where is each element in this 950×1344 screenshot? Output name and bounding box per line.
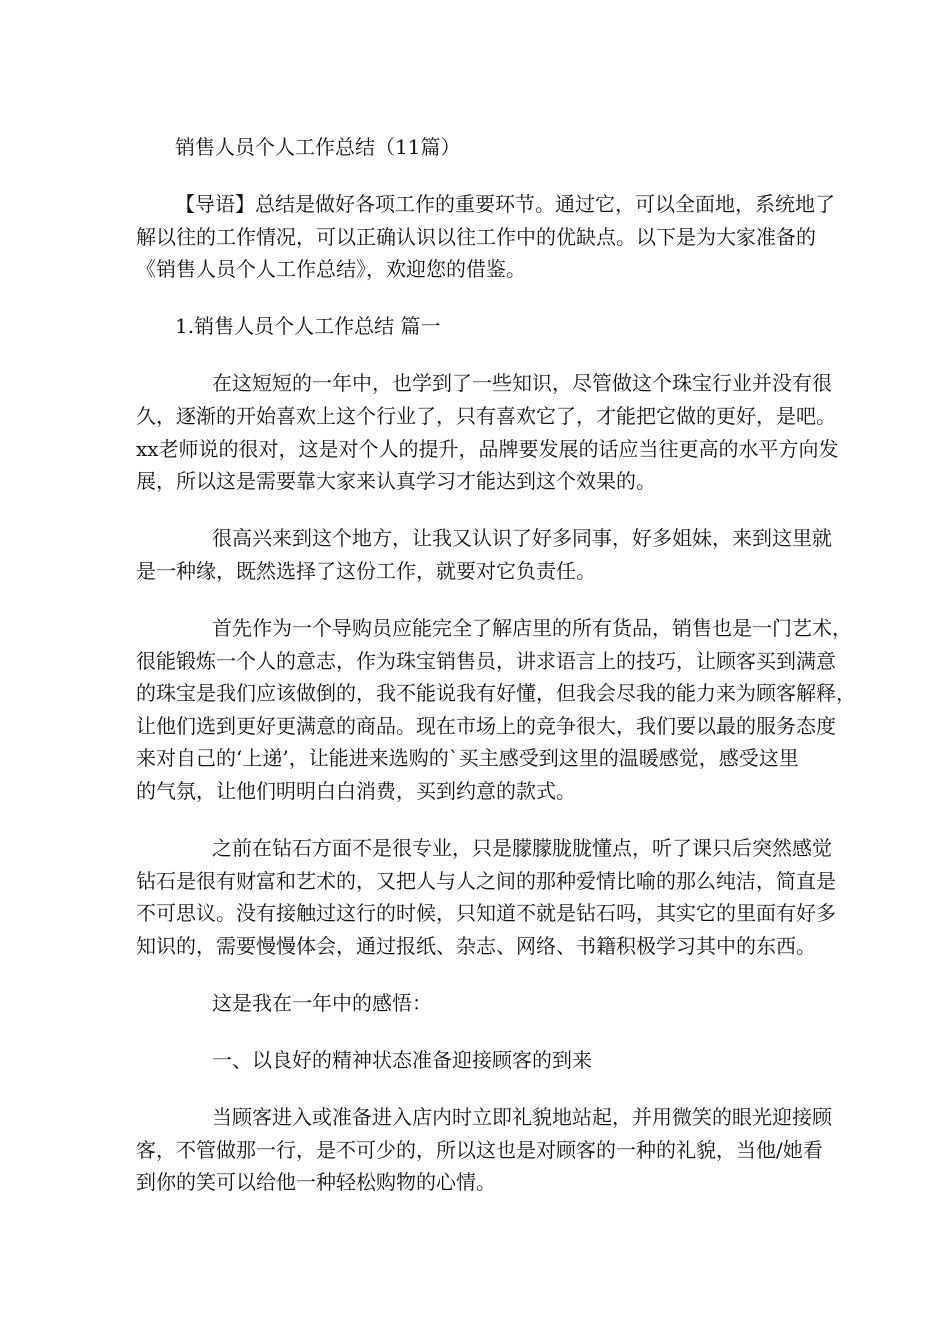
text-line: 钻石是很有财富和艺术的，又把人与人之间的那种爱情比喻的那么纯洁，简直是 (136, 868, 836, 893)
text-line: 是一种缘，既然选择了这份工作，就要对它负责任。 (136, 558, 596, 583)
paragraph (136, 832, 836, 962)
text-line: 很高兴来到这个地方，让我又认识了好多同事，好多姐妹，来到这里就 (212, 526, 832, 551)
text-line: 知识的，需要慢慢体会，通过报纸、杂志、网络、书籍积极学习其中的东西。 (136, 933, 816, 958)
text-line: 首先作为一个导购员应能完全了解店里的所有货品，销售也是一门艺术， (212, 616, 852, 641)
paragraph (136, 188, 836, 286)
paragraph (136, 1101, 836, 1199)
text-line: 展，所以这是需要靠大家来认真学习才能达到这个效果的。 (136, 469, 656, 494)
text-line: 到你的笑可以给他一种轻松购物的心情。 (136, 1170, 496, 1195)
paragraph (136, 612, 856, 808)
paragraph (136, 310, 836, 343)
text-line: 客，不管做那一行，是不可少的，所以这也是对顾客的一种的礼貌，当他/她看 (136, 1137, 823, 1162)
text-line: 这是我在一年中的感悟： (212, 990, 432, 1015)
paragraph (136, 987, 836, 1020)
document-body (136, 131, 856, 1223)
text-line: 1.销售人员个人工作总结 篇一 (175, 314, 441, 339)
document-title (136, 131, 836, 164)
text-line: xx老师说的很对，这是对个人的提升，品牌要发展的话应当往更高的水平方向发 (136, 436, 839, 461)
text-line: 之前在钻石方面不是很专业，只是朦朦胧胧懂点，听了课只后突然感觉 (212, 836, 832, 861)
paragraph (136, 522, 836, 587)
text-line: 很能锻炼一个人的意志，作为珠宝销售员，讲求语言上的技巧，让顾客买到满意 (136, 648, 836, 673)
text-line: 来对自己的‘上递’，让能进来选购的`买主感受到这里的温暖感觉，感受这里 (136, 746, 799, 771)
text-line: 的珠宝是我们应该做倒的，我不能说我有好懂，但我会尽我的能力来为顾客解释， (136, 681, 856, 706)
paragraph (136, 367, 839, 497)
text-line: 的气氛，让他们明明白白消费，买到约意的款式。 (136, 779, 576, 803)
text-line: 久，逐渐的开始喜欢上这个行业了，只有喜欢它了，才能把它做的更好，是吧。 (136, 404, 836, 429)
text-line: 在这短短的一年中，也学到了一些知识，尽管做这个珠宝行业并没有很 (212, 371, 832, 396)
text-line: 【导语】总结是做好各项工作的重要环节。通过它，可以全面地，系统地了 (175, 192, 835, 217)
text-line: 《销售人员个人工作总结》，欢迎您的借鉴。 (136, 257, 526, 282)
text-line: 当顾客进入或准备进入店内时立即礼貌地站起，并用微笑的眼光迎接顾 (212, 1105, 832, 1130)
text-line: 解以往的工作情况，可以正确认识以往工作中的优缺点。以下是为大家准备的 (136, 224, 816, 249)
text-line: 销售人员个人工作总结（11篇） (175, 135, 461, 159)
text-line: 不可思议。没有接触过这行的时候，只知道不就是钻石吗，其实它的里面有好多 (136, 901, 836, 926)
text-line: 让他们选到更好更满意的商品。现在市场上的竞争很大，我们要以最的服务态度 (136, 713, 836, 738)
paragraph (136, 1044, 836, 1077)
text-line: 一、以良好的精神状态准备迎接顾客的到来 (212, 1048, 592, 1073)
